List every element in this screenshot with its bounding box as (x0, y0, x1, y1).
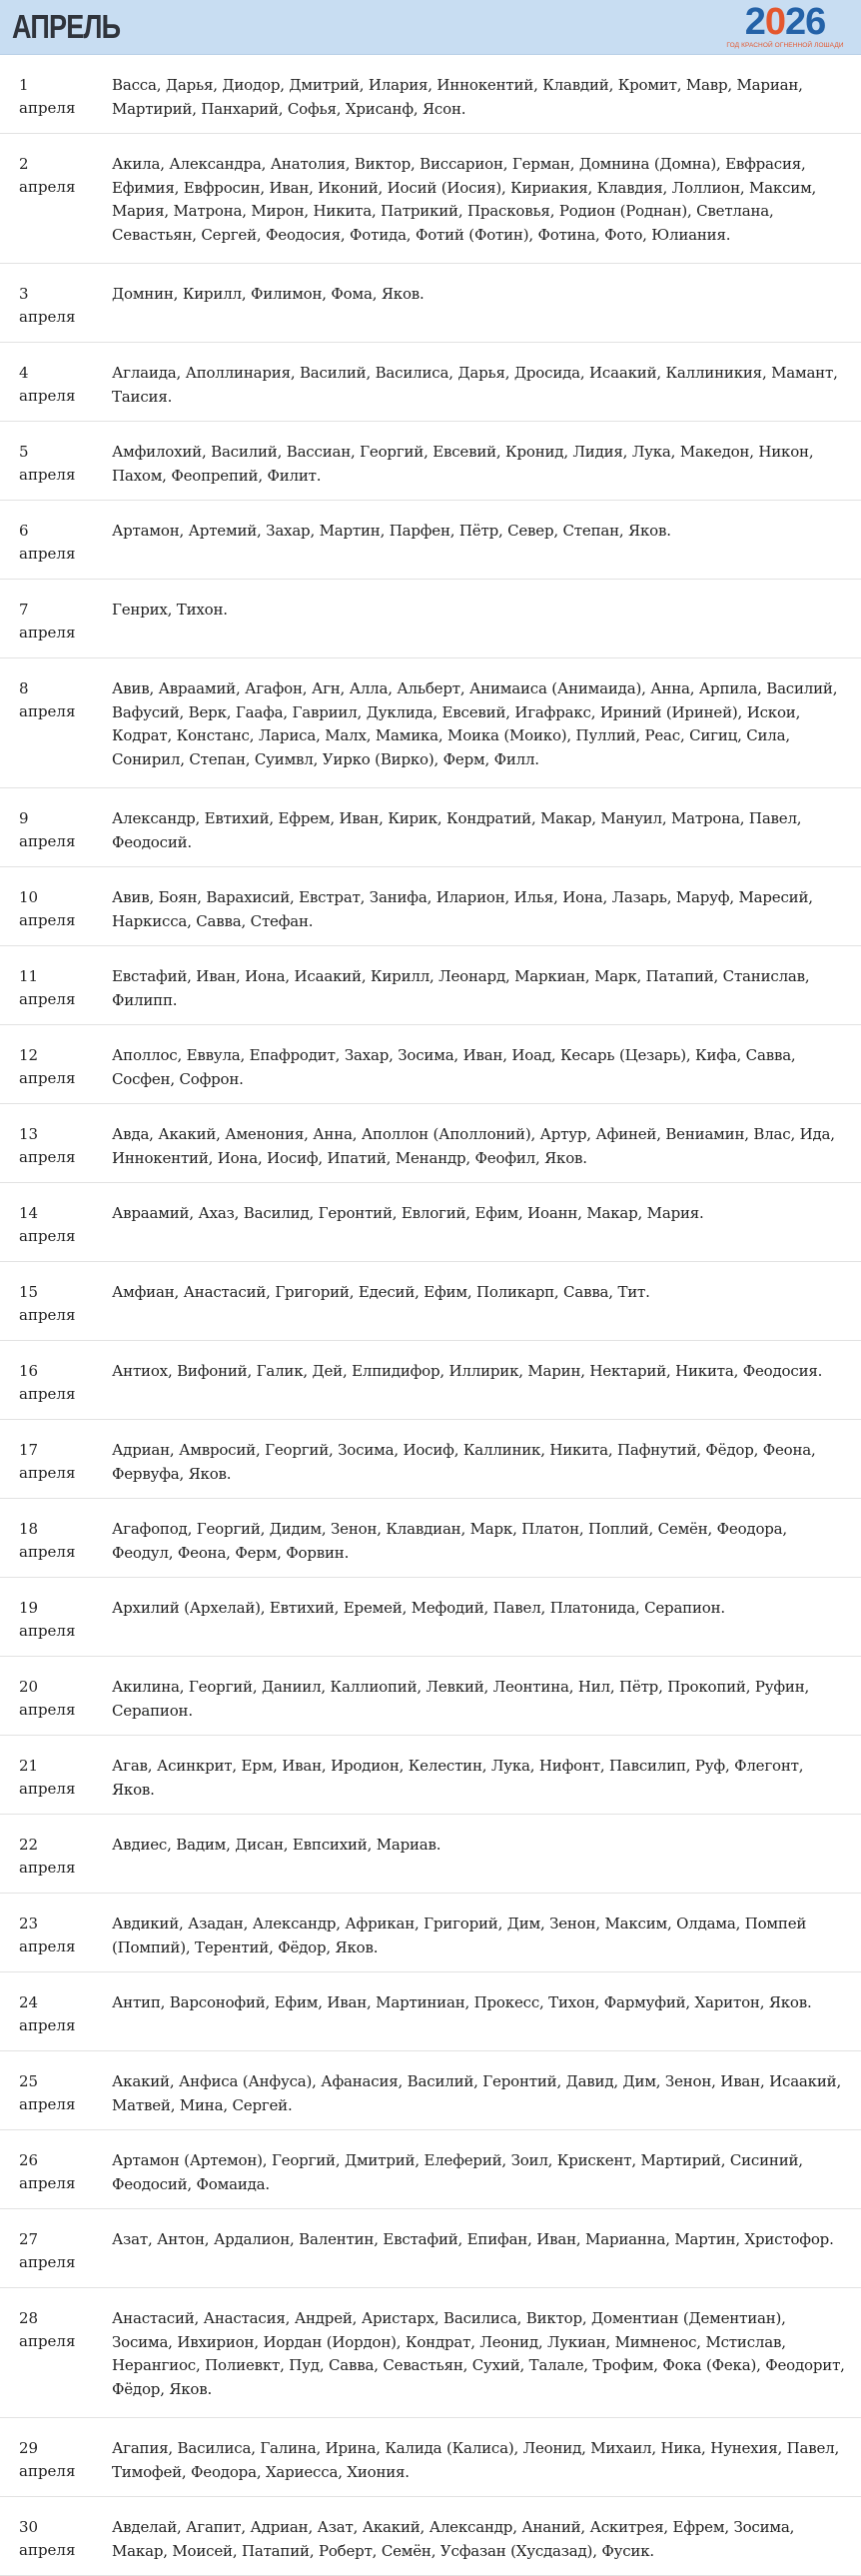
date-cell (0, 1518, 94, 1564)
names-cell: Евстафий, Иван, Иона, Исаакий, Кирилл, Леонард, Маркиан, Марк, Патапий, Станислав, Филипп. (112, 967, 810, 1009)
date-cell (0, 283, 94, 329)
month-word: апреля (19, 2095, 76, 2113)
page-header (0, 0, 861, 55)
date-cell (0, 520, 94, 566)
date-cell (0, 599, 94, 644)
table-row (0, 55, 861, 134)
day-number: 9 (19, 809, 29, 827)
date-cell (0, 1755, 94, 1801)
table-row (0, 1894, 861, 1972)
names-cell: Генрих, Тихон. (112, 601, 228, 619)
month-word: апреля (19, 1148, 76, 1166)
names-cell: Амфиан, Анастасий, Григорий, Едесий, Ефим, Поликарп, Савва, Тит. (112, 1283, 650, 1301)
day-number: 17 (19, 1441, 39, 1459)
table-row (0, 2288, 861, 2418)
day-number: 21 (19, 1757, 39, 1775)
month-word: апреля (19, 624, 76, 642)
table-row (0, 134, 861, 264)
date-cell (0, 441, 94, 487)
date-cell (0, 1597, 94, 1643)
month-word: апреля (19, 2253, 76, 2271)
date-cell (0, 1360, 94, 1406)
day-number: 6 (19, 522, 29, 540)
names-cell: Азат, Антон, Ардалион, Валентин, Евстафий, Епифан, Иван, Марианна, Мартин, Христофор. (112, 2230, 834, 2248)
names-cell: Антип, Варсонофий, Ефим, Иван, Мартиниан, Прокесс, Тихон, Фармуфий, Харитон, Яков. (112, 1993, 812, 2011)
day-number: 18 (19, 1520, 39, 1538)
day-number: 19 (19, 1599, 39, 1617)
date-cell (0, 2149, 94, 2195)
table-row (0, 264, 861, 343)
table-row (0, 2497, 861, 2576)
day-number: 14 (19, 1204, 39, 1222)
month-word: апреля (19, 1937, 76, 1955)
date-cell (0, 1439, 94, 1485)
names-cell: Авда, Акакий, Аменония, Анна, Аполлон (Аполлоний), Артур, Афиней, Вениамин, Влас, Ида, Иннокентий, Иона, Иосиф, Ипатий, Менандр, Феофил, Яков. (112, 1125, 835, 1167)
month-word: апреля (19, 387, 76, 405)
date-cell (0, 2307, 94, 2353)
date-cell (0, 965, 94, 1011)
day-number: 3 (19, 285, 29, 303)
names-cell: Агафопод, Георгий, Дидим, Зенон, Клавдиан, Марк, Платон, Поплий, Семён, Феодора, Феодул, Феона, Ферм, Форвин. (112, 1520, 787, 1562)
date-cell (0, 1202, 94, 1248)
month-word: апреля (19, 1306, 76, 1324)
names-cell: Амфилохий, Василий, Вассиан, Георгий, Евсевий, Кронид, Лидия, Лука, Македон, Никон, Пахом, Феопрепий, Филит. (112, 443, 814, 485)
table-row (0, 1025, 861, 1104)
month-word: апреля (19, 1385, 76, 1403)
day-number: 23 (19, 1915, 39, 1932)
table-row (0, 1972, 861, 2051)
names-cell: Артамон, Артемий, Захар, Мартин, Парфен, Пётр, Север, Степан, Яков. (112, 522, 671, 540)
names-cell: Домнин, Кирилл, Филимон, Фома, Яков. (112, 285, 425, 303)
logo-year (721, 2, 849, 42)
month-word: апреля (19, 1543, 76, 1561)
day-number: 16 (19, 1362, 39, 1380)
date-cell (0, 886, 94, 932)
logo-year-end: 26 (785, 1, 826, 43)
month-word: апреля (19, 2332, 76, 2350)
month-word: апреля (19, 832, 76, 850)
names-cell: Авраамий, Ахаз, Василид, Геронтий, Евлогий, Ефим, Иоанн, Макар, Мария. (112, 1204, 704, 1222)
table-row (0, 946, 861, 1025)
names-cell: Архилий (Архелай), Евтихий, Еремей, Мефодий, Павел, Платонида, Серапион. (112, 1599, 725, 1617)
day-number: 8 (19, 679, 29, 697)
names-cell: Аполлос, Еввула, Епафродит, Захар, Зосима, Иван, Иоад, Кесарь (Цезарь), Кифа, Савва, Сосфен, Софрон. (112, 1046, 796, 1088)
names-cell: Агав, Асинкрит, Ерм, Иван, Иродион, Келестин, Лука, Нифонт, Павсилип, Руф, Флегонт, Яков. (112, 1757, 804, 1799)
day-number: 1 (19, 76, 29, 94)
day-number: 25 (19, 2072, 39, 2090)
names-cell: Александр, Евтихий, Ефрем, Иван, Кирик, Кондратий, Макар, Мануил, Матрона, Павел, Феодосий. (112, 809, 802, 851)
month-word: апреля (19, 99, 76, 117)
names-cell: Анастасий, Анастасия, Андрей, Аристарх, Василиса, Виктор, Доментиан (Дементиан), Зосима, Ивхирион, Иордан (Иордон), Кондрат, Леонид, Лукиан, Мимненос, Мстислав, Нерангиос, Полиевкт, Пуд, Савва, Севастьян, Сухий, Талале, Трофим, Фока (Фека), Феодорит, Фёдор, Яков. (112, 2309, 845, 2398)
logo-year-start: 2 (744, 1, 765, 43)
table-row (0, 1104, 861, 1183)
date-cell (0, 1913, 94, 1958)
page-title: АПРЕЛЬ (12, 8, 121, 45)
table-row (0, 422, 861, 501)
date-cell (0, 677, 94, 723)
month-word: апреля (19, 308, 76, 326)
table-row (0, 1499, 861, 1578)
table-row (0, 1736, 861, 1815)
month-word: апреля (19, 1069, 76, 1087)
month-word: апреля (19, 702, 76, 720)
day-number: 28 (19, 2309, 39, 2327)
names-cell: Авделай, Агапит, Адриан, Азат, Акакий, Александр, Ананий, Аскитрея, Ефрем, Зосима, Макар, Моисей, Патапий, Роберт, Семён, Усфазан (Хусдазад), Фусик. (112, 2518, 795, 2560)
month-word: апреля (19, 1622, 76, 1640)
names-cell: Агапия, Василиса, Галина, Ирина, Калида (Калиса), Леонид, Михаил, Ника, Нунехия, Павел, Тимофей, Феодора, Хариесса, Хиония. (112, 2439, 840, 2481)
table-row (0, 2051, 861, 2130)
logo-caption: ГОД КРАСНОЙ ОГНЕННОЙ ЛОШАДИ (726, 42, 844, 49)
table-row (0, 1183, 861, 1262)
names-cell: Акакий, Анфиса (Анфуса), Афанасия, Василий, Геронтий, Давид, Дим, Зенон, Иван, Исаакий, Матвей, Мина, Сергей. (112, 2072, 842, 2114)
horse-emblem-icon: 0 (764, 1, 785, 43)
day-number: 27 (19, 2230, 39, 2248)
table-row (0, 658, 861, 788)
table-row (0, 2418, 861, 2497)
names-cell: Артамон (Артемон), Георгий, Дмитрий, Елеферий, Зоил, Крискент, Мартирий, Сисиний, Феодосий, Фомаида. (112, 2151, 803, 2193)
table-row (0, 501, 861, 580)
table-row (0, 1815, 861, 1894)
table-row (0, 1262, 861, 1341)
date-cell (0, 2070, 94, 2116)
day-number: 13 (19, 1125, 39, 1143)
table-row (0, 580, 861, 658)
month-word: апреля (19, 2541, 76, 2559)
names-cell: Авив, Боян, Варахисий, Евстрат, Занифа, Иларион, Илья, Иона, Лазарь, Маруф, Маресий, Наркисса, Савва, Стефан. (112, 888, 813, 930)
names-cell: Авдикий, Азадан, Александр, Африкан, Григорий, Дим, Зенон, Максим, Олдама, Помпей (Помпий), Терентий, Фёдор, Яков. (112, 1915, 807, 1956)
day-number: 7 (19, 601, 29, 619)
date-cell (0, 1991, 94, 2037)
date-cell (0, 807, 94, 853)
month-word: апреля (19, 1464, 76, 1482)
day-number: 20 (19, 1678, 39, 1696)
day-number: 15 (19, 1283, 39, 1301)
month-word: апреля (19, 466, 76, 484)
date-cell (0, 74, 94, 120)
table-row (0, 2130, 861, 2209)
table-row (0, 1657, 861, 1736)
day-number: 22 (19, 1836, 39, 1854)
date-cell (0, 362, 94, 408)
month-word: апреля (19, 2174, 76, 2192)
date-cell (0, 153, 94, 199)
names-cell: Васса, Дарья, Диодор, Дмитрий, Илария, Иннокентий, Клавдий, Кромит, Мавр, Мариан, Мартирий, Панхарий, Софья, Хрисанф, Ясон. (112, 76, 803, 118)
date-cell (0, 1123, 94, 1169)
names-cell: Аглаида, Аполлинария, Василий, Василиса, Дарья, Дросида, Исаакий, Каллиникия, Мамант, Таисия. (112, 364, 838, 406)
table-row (0, 2209, 861, 2288)
date-cell (0, 2516, 94, 2562)
table-row (0, 867, 861, 946)
day-number: 10 (19, 888, 39, 906)
date-cell (0, 1676, 94, 1722)
month-word: апреля (19, 545, 76, 563)
table-row (0, 1420, 861, 1499)
month-word: апреля (19, 2462, 76, 2480)
names-cell: Акилина, Георгий, Даниил, Каллиопий, Левкий, Леонтина, Нил, Пётр, Прокопий, Руфин, Серапион. (112, 1678, 810, 1720)
month-word: апреля (19, 911, 76, 929)
table-row (0, 788, 861, 867)
names-cell: Авив, Авраамий, Агафон, Агн, Алла, Альберт, Анимаиса (Анимаида), Анна, Арпила, Василий, Вафусий, Верк, Гаафа, Гавриил, Дуклида, Евсевий, Игафракс, Ириний (Ириней), Искои, Кодрат, Констанс, Лариса, Малх, Мамика, Моика (Моико), Пуллий, Реас, Сигиц, Сила, Сонирил, Степан, Суимвл, Уирко (Вирко), Ферм, Филл. (112, 679, 838, 768)
names-cell: Акила, Александра, Анатолия, Виктор, Виссарион, Герман, Домнина (Домна), Евфрасия, Ефимия, Евфросин, Иван, Иконий, Иосий (Иосия), Кириакия, Клавдия, Лоллион, Максим, Мария, Матрона, Мирон, Никита, Патрикий, Прасковья, Родион (Роднан), Светлана, Севастьян, Сергей, Феодосия, Фотида, Фотий (Фотин), Фотина, Фото, Юлиания. (112, 155, 817, 244)
table-row (0, 1578, 861, 1657)
day-number: 26 (19, 2151, 39, 2169)
month-word: апреля (19, 1859, 76, 1877)
month-word: апреля (19, 1780, 76, 1798)
day-number: 11 (19, 967, 39, 985)
month-word: апреля (19, 178, 76, 196)
table-row (0, 1341, 861, 1420)
month-word: апреля (19, 990, 76, 1008)
date-cell (0, 1834, 94, 1880)
month-word: апреля (19, 1227, 76, 1245)
name-days-table (0, 55, 861, 2576)
date-cell (0, 1281, 94, 1327)
day-number: 4 (19, 364, 29, 382)
day-number: 2 (19, 155, 29, 173)
names-cell: Антиох, Вифоний, Галик, Дей, Елпидифор, Иллирик, Марин, Нектарий, Никита, Феодосия. (112, 1362, 823, 1380)
month-word: апреля (19, 2016, 76, 2034)
year-2026-logo (721, 2, 849, 52)
day-number: 5 (19, 443, 29, 461)
date-cell (0, 2228, 94, 2274)
date-cell (0, 1044, 94, 1090)
names-cell: Авдиес, Вадим, Дисан, Евпсихий, Мариав. (112, 1836, 441, 1854)
day-number: 24 (19, 1993, 39, 2011)
table-row (0, 343, 861, 422)
day-number: 12 (19, 1046, 39, 1064)
day-number: 29 (19, 2439, 39, 2457)
month-word: апреля (19, 1701, 76, 1719)
date-cell (0, 2437, 94, 2483)
names-cell: Адриан, Амвросий, Георгий, Зосима, Иосиф, Каллиник, Никита, Пафнутий, Фёдор, Феона, Фервуфа, Яков. (112, 1441, 816, 1483)
day-number: 30 (19, 2518, 39, 2536)
